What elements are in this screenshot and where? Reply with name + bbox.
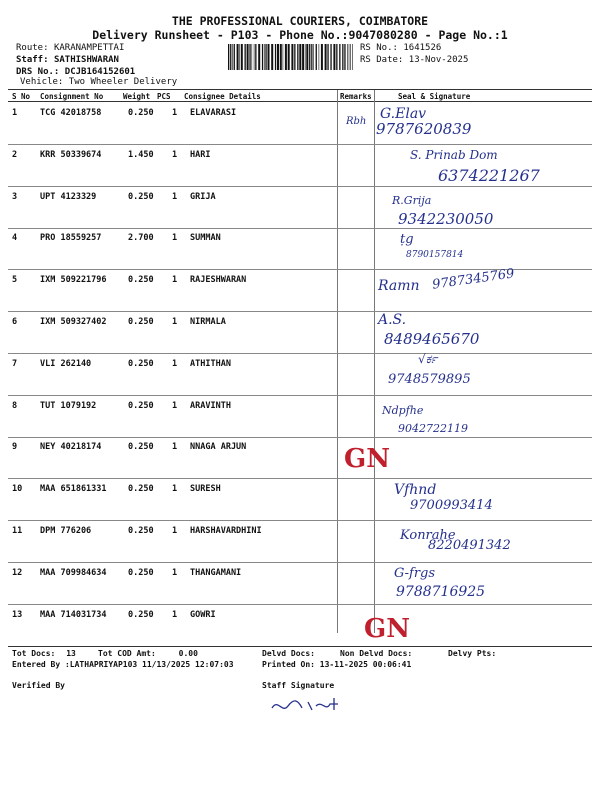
signature-7-phone: 9748579895 — [388, 372, 471, 387]
signature-6-phone: 8489465670 — [384, 330, 480, 348]
row-consignee: ARAVINTH — [190, 400, 231, 411]
vehicle-label: Vehicle: — [20, 77, 64, 87]
rs-date-value: 13-Nov-2025 — [408, 55, 469, 65]
signature-1-name: G.Elav — [380, 106, 427, 122]
tot-cod-label: Tot COD Amt: — [98, 649, 156, 658]
tot-docs — [12, 649, 76, 658]
rs-no-value: 1641526 — [403, 43, 442, 53]
row-weight: 0.250 — [128, 442, 154, 453]
rs-date-label: RS Date: — [360, 55, 404, 65]
signature-7-mark: √ರ್ಕ — [418, 352, 438, 366]
row-consignee: GRIJA — [190, 191, 216, 202]
table-top-rule — [8, 89, 592, 90]
row-sno: 8 — [12, 400, 18, 411]
signature-6-mark: A.S. — [378, 312, 407, 328]
vehicle-line — [20, 77, 177, 87]
row-sno: 12 — [12, 567, 23, 578]
row-weight: 0.250 — [128, 108, 154, 118]
row-sno: 7 — [12, 358, 18, 369]
signature-4-phone: 8790157814 — [406, 250, 464, 260]
col-pcs: PCS — [157, 92, 171, 101]
staff-line — [16, 55, 119, 65]
row-pcs: 1 — [172, 108, 178, 118]
staff-signature-label: Staff Signature — [262, 681, 335, 690]
row-consignment-no: PRO 18559257 — [40, 233, 102, 244]
row-consignment-no: KRR 50339674 — [40, 149, 102, 160]
row-consignee: GOWRI — [190, 609, 216, 620]
row-consignment-no: TCG 42018758 — [40, 108, 102, 118]
row-sno: 9 — [12, 442, 18, 453]
tot-cod-value: 0.00 — [178, 649, 198, 658]
remark-scribble: Rbh — [346, 116, 367, 127]
tot-docs-value: 13 — [66, 649, 76, 658]
row-consignee: HARSHAVARDHINI — [190, 526, 262, 536]
row-consignee: SUMMAN — [190, 233, 221, 244]
row-consignee: HARI — [190, 149, 211, 160]
signature-10-phone: 9700993414 — [410, 498, 493, 513]
row-sno: 6 — [12, 317, 18, 327]
row-pcs: 1 — [172, 317, 178, 327]
row-consignee: ELAVARASI — [190, 108, 237, 118]
signature-10-mark: Vfhnd — [394, 482, 437, 498]
row-consignee: NIRMALA — [190, 317, 226, 327]
col-seal-signature: Seal & Signature — [398, 92, 471, 101]
table-row — [8, 395, 592, 438]
row-weight: 0.250 — [128, 484, 154, 495]
table-row — [8, 562, 592, 605]
row-consignment-no: DPM 776206 — [40, 526, 92, 536]
row-pcs: 1 — [172, 358, 178, 369]
row-weight: 0.250 — [128, 358, 154, 369]
row-pcs: 1 — [172, 526, 178, 536]
signature-5-mark: Ramn — [378, 278, 420, 294]
row-pcs: 1 — [172, 567, 178, 578]
col-consignee: Consignee Details — [184, 92, 261, 101]
table-row — [8, 604, 592, 647]
table-row — [8, 227, 592, 270]
row-weight: 0.250 — [128, 609, 154, 620]
tot-docs-label: Tot Docs: — [12, 649, 56, 658]
signature-3-name: R.Grija — [392, 194, 432, 207]
row-weight: 0.250 — [128, 191, 154, 202]
row-pcs: 1 — [172, 400, 178, 411]
staff-signature-mark — [268, 694, 358, 716]
remark-gn-1: GN — [344, 444, 390, 474]
tot-cod — [98, 649, 198, 658]
row-pcs: 1 — [172, 442, 178, 453]
row-weight: 0.250 — [128, 275, 154, 286]
signature-5-phone: 9787345769 — [431, 266, 516, 293]
row-consignment-no: MAA 709984634 — [40, 567, 107, 578]
table-row — [8, 102, 592, 145]
row-consignment-no: NEY 40218174 — [40, 442, 102, 453]
col-sno: S No — [12, 92, 31, 101]
row-pcs: 1 — [172, 191, 178, 202]
signature-8-phone: 9042722119 — [398, 422, 468, 435]
non-delvd-docs-label: Non Delvd Docs: — [340, 649, 413, 658]
footer-rule — [8, 646, 592, 647]
staff-label: Staff: — [16, 55, 49, 65]
row-sno: 10 — [12, 484, 23, 495]
rs-no-line — [360, 43, 441, 53]
signature-1-phone: 9787620839 — [376, 120, 472, 138]
row-weight: 2.700 — [128, 233, 154, 244]
signature-4-mark: ṭg — [400, 232, 414, 247]
row-weight: 0.250 — [128, 567, 154, 578]
table-row — [8, 353, 592, 396]
company-title: THE PROFESSIONAL COURIERS, COIMBATORE — [171, 14, 429, 28]
col-consignment: Consignment No — [40, 92, 104, 101]
verified-by: Verified By — [12, 681, 65, 690]
remark-gn-2: GN — [364, 614, 410, 644]
drs-value: DCJB164152601 — [64, 67, 136, 77]
row-consignment-no: VLI 262140 — [40, 358, 92, 369]
row-consignment-no: IXM 509221796 — [40, 275, 107, 286]
row-consignee: SURESH — [190, 484, 221, 495]
row-weight: 0.250 — [128, 400, 154, 411]
row-weight: 1.450 — [128, 149, 154, 160]
row-consignment-no: MAA 651861331 — [40, 484, 107, 495]
table-row — [8, 311, 592, 354]
row-pcs: 1 — [172, 275, 178, 286]
vehicle-value: Two Wheeler Delivery — [68, 77, 178, 87]
delvy-pts-label: Delvy Pts: — [448, 649, 497, 658]
table-row — [8, 478, 592, 521]
row-weight: 0.250 — [128, 317, 154, 327]
signature-2-name: S. Prinab Dom — [410, 148, 498, 162]
drs-line — [16, 67, 135, 77]
entered-by: Entered By :LATHAPRIYAP103 11/13/2025 12:07:03 — [12, 660, 234, 669]
row-sno: 3 — [12, 191, 18, 202]
staff-value: SATHISHWARAN — [53, 55, 119, 65]
signature-12-phone: 9788716925 — [396, 584, 486, 600]
signature-2-phone: 6374221267 — [438, 166, 540, 185]
row-sno: 4 — [12, 233, 18, 244]
route-value: KARANAMPETTAI — [53, 43, 125, 53]
route-label: Route: — [16, 43, 49, 53]
row-consignee: NNAGA ARJUN — [190, 442, 247, 453]
table-row — [8, 436, 592, 479]
route-line — [16, 43, 124, 53]
row-consignment-no: TUT 1079192 — [40, 400, 97, 411]
row-sno: 1 — [12, 108, 18, 118]
col-remarks: Remarks — [340, 92, 372, 101]
row-consignment-no: MAA 714031734 — [40, 609, 107, 620]
table-row — [8, 186, 592, 229]
rs-date-line — [360, 55, 468, 65]
signature-12-mark: G-frgs — [394, 566, 436, 581]
row-pcs: 1 — [172, 484, 178, 495]
row-pcs: 1 — [172, 149, 178, 160]
rs-no-label: RS No.: — [360, 43, 398, 53]
row-sno: 5 — [12, 275, 18, 286]
row-sno: 11 — [12, 526, 23, 536]
runsheet-subtitle: Delivery Runsheet - P103 - Phone No.:9047080280 - Page No.:1 — [92, 28, 508, 42]
barcode-icon — [228, 44, 356, 70]
row-consignment-no: UPT 4123329 — [40, 191, 97, 202]
row-consignee: RAJESHWARAN — [190, 275, 247, 286]
drs-label: DRS No.: — [16, 67, 60, 77]
signature-11-mark: Konrahe — [400, 528, 456, 543]
row-weight: 0.250 — [128, 526, 154, 536]
delvd-docs-label: Delvd Docs: — [262, 649, 315, 658]
printed-on: Printed On: 13-11-2025 00:06:41 — [262, 660, 412, 669]
row-pcs: 1 — [172, 233, 178, 244]
row-pcs: 1 — [172, 609, 178, 620]
row-consignee: ATHITHAN — [190, 358, 231, 369]
row-consignment-no: IXM 509327402 — [40, 317, 107, 327]
col-weight: Weight — [123, 92, 151, 101]
signature-11-phone: 8220491342 — [428, 538, 511, 553]
row-sno: 13 — [12, 609, 23, 620]
signature-3-phone: 9342230050 — [398, 210, 494, 228]
signature-8-mark: Ndpfhe — [382, 404, 424, 417]
row-consignee: THANGAMANI — [190, 567, 242, 578]
row-sno: 2 — [12, 149, 18, 160]
